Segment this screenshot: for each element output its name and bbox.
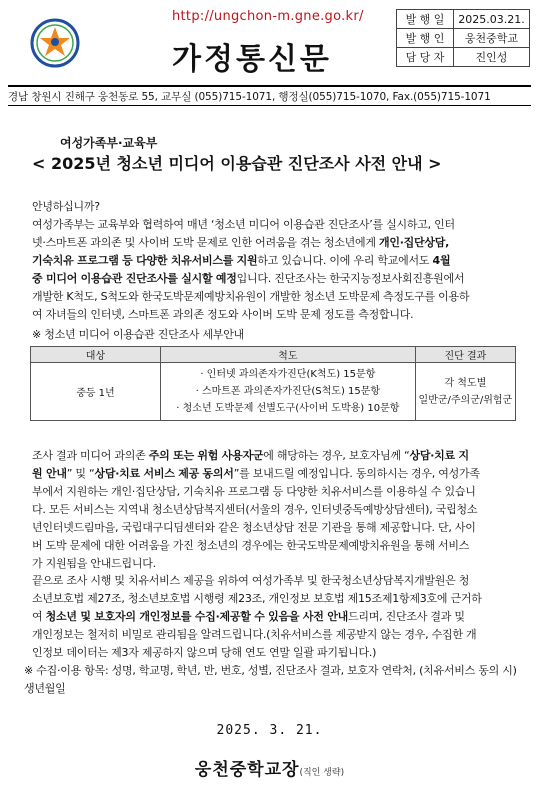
- info-key: 발 행 인: [397, 29, 454, 48]
- column-header: 대상: [31, 347, 161, 363]
- text-emphasis: 주의 또는 위험 사용자군: [148, 449, 264, 462]
- school-url[interactable]: http://ungchon-m.gne.go.kr/: [172, 9, 364, 24]
- text-span: 입니다. 진단조사는 한국지능정보사회진흥원에서: [236, 272, 465, 285]
- header-divider-bottom: [8, 105, 531, 106]
- result-cell: [415, 363, 515, 421]
- text-line: 부에서 지원하는 개인·집단상담, 기숙치유 프로그램 등 다양한 치유서비스를 이용하실 수 있습니: [32, 485, 476, 498]
- text-emphasis: 상담·치료 서비스 제공 동의서: [94, 467, 234, 480]
- text-emphasis: 기숙치유 프로그램 등 다양한 치유서비스를 지원: [32, 254, 258, 267]
- text-line: ※ 수집·이용 항목: 성명, 학교명, 학년, 반, 번호, 성별, 진단조사 결과, 보호자 연락처, (치유서비스 동의 시): [24, 664, 517, 677]
- text-span: 에 해당하는 경우, 보호자님께 “: [263, 449, 410, 462]
- text-line: [32, 465, 512, 483]
- text-emphasis: 중 미디어 이용습관 진단조사를 실시할 예정: [32, 272, 237, 285]
- header-divider-top: [8, 85, 531, 87]
- text-line: [32, 447, 512, 465]
- text-line: 개인정보는 철저히 비밀로 관리됨을 알려드립니다.(치유서비스를 제공받지 않는 경우, 수집한 개: [32, 628, 477, 641]
- text-line: 년인터넷드림마을, 국립대구디딤센터와 같은 청소년상담 전문 기관을 통해 제공합니다. 단, 사이: [32, 521, 476, 534]
- info-row-publisher: [397, 29, 530, 48]
- publication-info-table: [396, 9, 530, 67]
- collection-items-note: [24, 662, 517, 698]
- notice-title: < 2025년 청소년 미디어 이용습관 진단조사 사전 안내 >: [32, 154, 442, 173]
- ministry-label: 여성가족부·교육부: [60, 136, 158, 150]
- text-line: 가 지원됨을 안내드립니다.: [32, 557, 156, 570]
- text-line: 생년월일: [24, 682, 66, 695]
- survey-detail-table: [30, 346, 516, 421]
- text-line: 버 도박 문제에 대한 어려움을 가진 청소년의 경우에는 한국도박문제예방치유원을 통해 서비스: [32, 539, 470, 552]
- text-line: [32, 234, 512, 252]
- issue-date: 2025. 3. 21.: [216, 723, 323, 738]
- paragraph-privacy: [32, 572, 512, 662]
- greeting: 안녕하십니까?: [32, 200, 100, 213]
- text-line: 소년보호법 제27조, 청소년보호법 시행령 제23조, 개인정보 보호법 제15조제1항제3호에 근거하: [32, 592, 482, 605]
- text-emphasis: 4월: [432, 254, 451, 267]
- criteria-cell: [160, 363, 415, 421]
- table-caption: ※ 청소년 미디어 이용습관 진단조사 세부안내: [32, 328, 244, 341]
- info-row-manager: [397, 48, 530, 67]
- info-row-date: [397, 10, 530, 29]
- text-line: 끝으로 조사 시행 및 치유서비스 제공을 위하여 여성가족부 및 한국청소년상담복지개발원은 청: [32, 574, 470, 587]
- school-logo: [30, 18, 80, 68]
- table-header-row: [31, 347, 516, 363]
- text-line: 여 자녀들의 인터넷, 스마트폰 과의존 정도와 사이버 도박 문제 정도를 측정합니다.: [32, 308, 414, 321]
- text-line: [32, 608, 512, 626]
- principal-name: 웅천중학교장: [194, 760, 300, 780]
- text-emphasis: 원 안내: [32, 467, 67, 480]
- criteria-item: · 인터넷 과의존자가진단(K척도) 15문항: [200, 369, 376, 380]
- text-line: 다. 모든 서비스는 지역내 청소년상담복지센터(서울의 경우, 인터넷중독예방상담센터), 국립청소: [32, 503, 478, 516]
- text-line: [32, 270, 512, 288]
- text-emphasis: 상담·치료 지: [409, 449, 469, 462]
- text-line: 인정보 데이터는 제3자 제공하지 않으며 당해 연도 연말 일괄 파기됩니다.): [32, 646, 377, 659]
- info-value: 웅천중학교: [454, 29, 530, 48]
- info-value: 진인성: [454, 48, 530, 67]
- text-span: 조사 결과 미디어 과의존: [32, 449, 149, 462]
- text-span: 드리며, 진단조사 결과 및: [347, 610, 465, 623]
- text-line: 개발한 K척도, S척도와 한국도박문제예방치유원이 개발한 청소년 도박문제 측정도구를 이용하: [32, 290, 470, 303]
- info-key: 발 행 일: [397, 10, 454, 29]
- paragraph-intro: [32, 216, 512, 324]
- result-line: 각 척도별: [444, 377, 487, 389]
- criteria-item: · 청소년 도박문제 선별도구(사이버 도박용) 10문항: [176, 403, 400, 414]
- text-span: 하고 있습니다. 이에 우리 학교에서도: [257, 254, 433, 267]
- page-title: 가정통신문: [172, 42, 332, 77]
- table-row: [31, 363, 516, 421]
- paragraph-results: [32, 447, 512, 573]
- text-span: 넷·스마트폰 과의존 및 사이버 도박 문제로 인한 어려움을 겪는 청소년에게: [32, 236, 379, 249]
- criteria-item: · 스마트폰 과의존자가진단(S척도) 15문항: [195, 386, 381, 397]
- text-emphasis: 개인·집단상담,: [379, 236, 450, 249]
- text-span: 여: [32, 610, 46, 623]
- seal-omitted-label: (직인 생략): [299, 768, 345, 778]
- result-line: 일반군/주의군/위험군: [418, 394, 513, 406]
- info-key: 담 당 자: [397, 48, 454, 67]
- target-cell: 중등 1년: [31, 363, 161, 421]
- text-emphasis: 청소년 및 보호자의 개인정보를 수집·제공할 수 있음을 사전 안내: [45, 610, 348, 623]
- column-header: 척도: [160, 347, 415, 363]
- info-value: 2025.03.21.: [454, 10, 530, 29]
- text-line: 여성가족부는 교육부와 협력하여 매년 ‘청소년 미디어 이용습관 진단조사’를 실시하고, 인터: [32, 218, 455, 231]
- text-line: [32, 252, 512, 270]
- signature-block: [0, 755, 539, 780]
- school-address: 경남 창원시 진해구 웅천동로 55, 교무실 (055)715-1071, 행정실(055)715-1070, Fax.(055)715-1071: [8, 91, 491, 103]
- text-span: ” 및 “: [66, 467, 95, 480]
- text-span: ”를 보내드릴 예정입니다. 동의하시는 경우, 여성가족: [233, 467, 480, 480]
- column-header: 진단 결과: [415, 347, 515, 363]
